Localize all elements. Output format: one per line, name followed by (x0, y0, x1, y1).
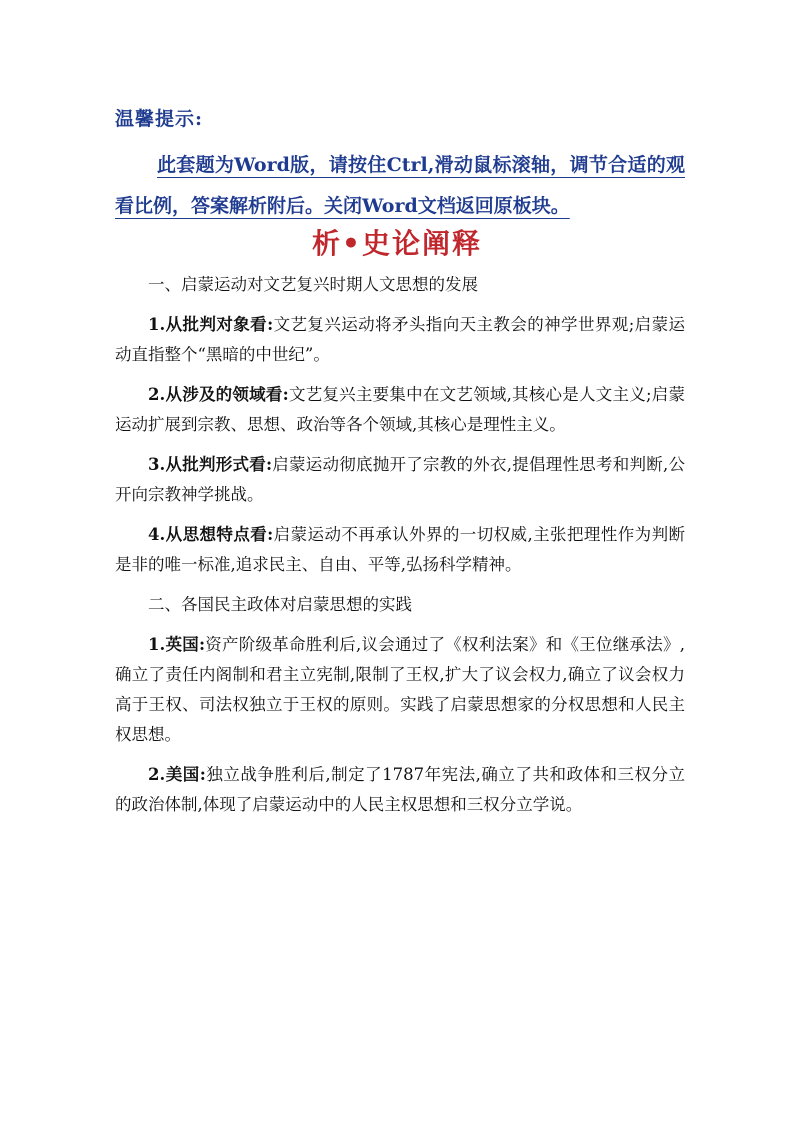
paragraph-text: 独立战争胜利后,制定了1787年宪法,确立了共和政体和三权分立的政治体制,体现了启蒙运动中的人民主权思想和三权分立学说。 (115, 765, 685, 814)
paragraph-point (115, 380, 685, 440)
paragraph-heading-1 (115, 270, 685, 300)
document-content (115, 270, 685, 830)
paragraph-lead: 2.美国: (148, 765, 206, 784)
paragraph-lead: 1.从批判对象看: (148, 315, 274, 334)
paragraph-lead: 3.从批判形式看: (148, 455, 273, 474)
paragraph-lead: 2.从涉及的领域看: (148, 385, 289, 404)
paragraph-heading-2 (115, 590, 685, 620)
tip-body: 此套题为Word版，请按住Ctrl,滑动鼠标滚轴，调节合适的观看比例，答案解析附后。关闭Word文档返回原板块。 (115, 154, 685, 217)
paragraph-lead: 1.英国: (148, 635, 206, 654)
paragraph-point (115, 760, 685, 820)
paragraph-text: 文艺复兴主要集中在文艺领域,其核心是人文主义;启蒙运动扩展到宗教、思想、政治等各个领域,其核心是理性主义。 (115, 385, 685, 434)
paragraph-text: 资产阶级革命胜利后,议会通过了《权利法案》和《王位继承法》,确立了责任内阁制和君主立宪制,限制了王权,扩大了议会权力,确立了议会权力高于王权、司法权独立于王权的原则。实践了启蒙思想家的分权思想和人民主权思想。 (115, 635, 685, 744)
paragraph-point (115, 310, 685, 370)
tip-heading: 温馨提示: (115, 108, 204, 130)
paragraph-lead: 4.从思想特点看: (148, 525, 274, 544)
paragraph-point (115, 630, 685, 750)
section-title: 析•史论阐释 (312, 227, 482, 260)
paragraph-text: 二、各国民主政体对启蒙思想的实践 (148, 595, 412, 614)
paragraph-point (115, 520, 685, 580)
paragraph-text: 文艺复兴运动将矛头指向天主教会的神学世界观;启蒙运动直指整个“黑暗的中世纪”。 (115, 315, 685, 364)
paragraph-text: 启蒙运动不再承认外界的一切权威,主张把理性作为判断是非的唯一标准,追求民主、自由、平等,弘扬科学精神。 (115, 525, 685, 574)
paragraph-text: 一、启蒙运动对文艺复兴时期人文思想的发展 (148, 275, 478, 294)
paragraph-text: 启蒙运动彻底抛开了宗教的外衣,提倡理性思考和判断,公开向宗教神学挑战。 (115, 455, 685, 504)
paragraph-point (115, 450, 685, 510)
